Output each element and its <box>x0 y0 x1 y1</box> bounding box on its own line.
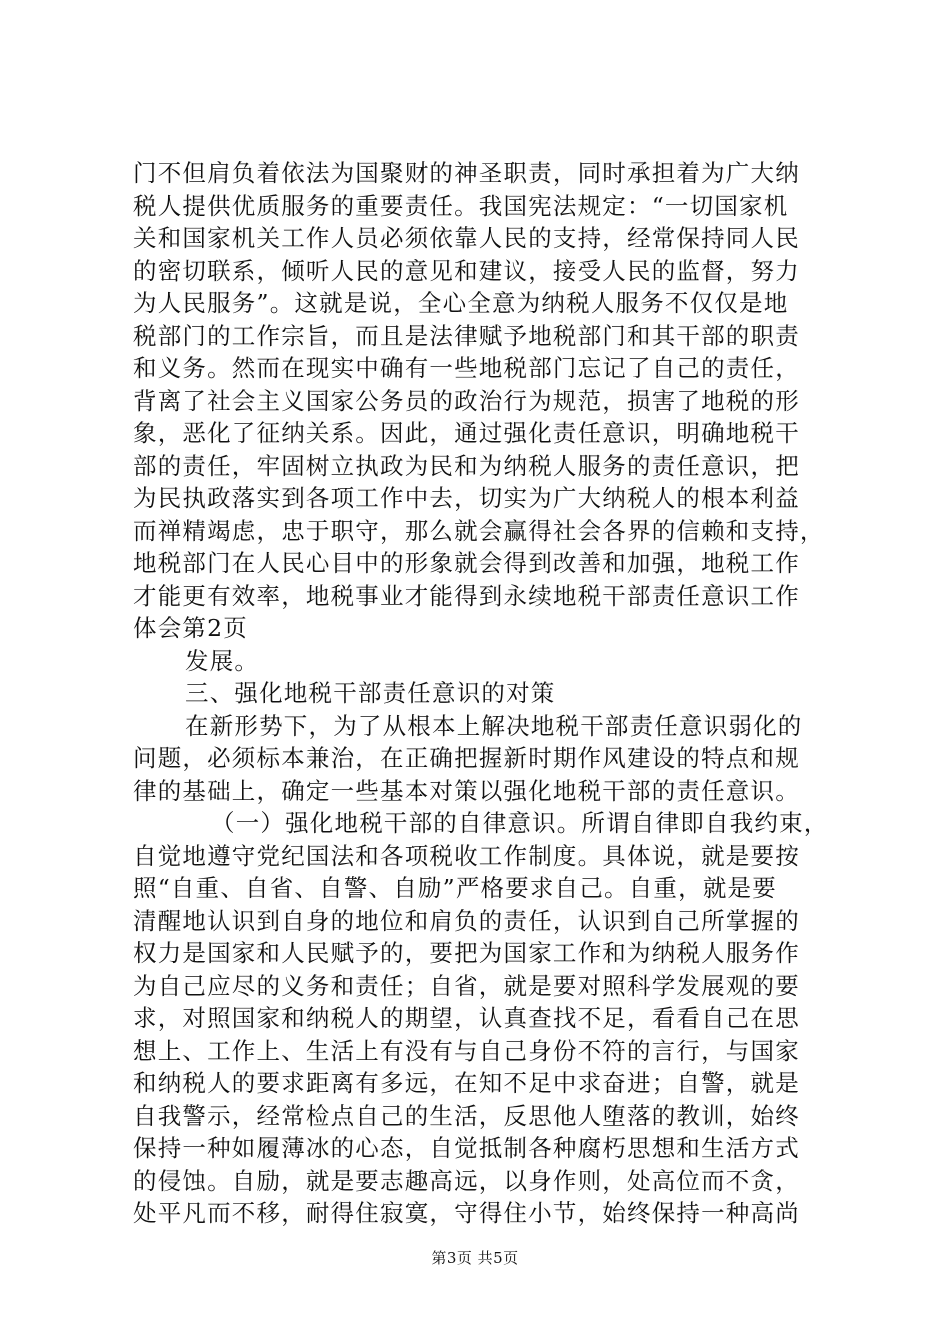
text-line: 部的责任，牢固树立执政为民和为纳税人服务的责任意识，把 <box>133 451 800 480</box>
text-line: 权力是国家和人民赋予的，要把为国家工作和为纳税人服务作 <box>133 939 800 967</box>
text-line: 和纳税人的要求距离有多远，在知不足中求奋进；自警，就是 <box>133 1069 800 1097</box>
text-line: 在新形势下，为了从根本上解决地税干部责任意识弱化的 <box>185 711 803 740</box>
text-line: 照“自重、自省、自警、自励”严格要求自己。自重，就是要 <box>133 874 777 902</box>
text-line: 保持一种如履薄冰的心态，自觉抵制各种腐朽思想和生活方式 <box>133 1134 800 1162</box>
text-line: 自觉地遵守党纪国法和各项税收工作制度。具体说，就是要按 <box>133 841 800 870</box>
text-line: 税人提供优质服务的重要责任。我国宪法规定：“一切国家机 <box>133 191 789 220</box>
text-line: 求，对照国家和纳税人的期望，认真查找不足，看看自己在思 <box>133 1004 800 1032</box>
text-line: 象，恶化了征纳关系。因此，通过强化责任意识，明确地税干 <box>133 419 800 447</box>
text-line: 想上、工作上、生活上有没有与自己身份不符的言行，与国家 <box>133 1036 800 1065</box>
text-line: 和义务。然而在现实中确有一些地税部门忘记了自己的责任， <box>133 354 800 382</box>
text-line: 关和国家机关工作人员必须依靠人民的支持，经常保持同人民 <box>133 224 800 252</box>
text-line: 处平凡而不移，耐得住寂寞，守得住小节，始终保持一种高尚 <box>133 1199 800 1227</box>
text-line: 背离了社会主义国家公务员的政治行为规范，损害了地税的形 <box>133 386 800 415</box>
text-line: 律的基础上，确定一些基本对策以强化地税干部的责任意识。 <box>133 776 800 805</box>
text-line: 为民执政落实到各项工作中去，切实为广大纳税人的根本利益 <box>133 484 800 512</box>
section-heading: 三、强化地税干部责任意识的对策 <box>185 679 556 707</box>
text-line: 清醒地认识到自身的地位和肩负的责任，认识到自己所掌握的 <box>133 906 800 935</box>
text-line: 的侵蚀。自励，就是要志趣高远，以身作则，处高位而不贪， <box>133 1166 800 1195</box>
text-line: 才能更有效率，地税事业才能得到永续地税干部责任意识工作 <box>133 581 800 610</box>
text-line: 为自己应尽的义务和责任；自省，就是要对照科学发展观的要 <box>133 971 800 1000</box>
text-line: 自我警示，经常检点自己的生活，反思他人堕落的教训，始终 <box>133 1101 800 1130</box>
document-body <box>133 157 833 1230</box>
text-line: 地税部门在人民心目中的形象就会得到改善和加强，地税工作 <box>133 549 800 577</box>
text-line: 的密切联系，倾听人民的意见和建议，接受人民的监督，努力 <box>133 256 800 285</box>
text-line: 为人民服务”。这就是说，全心全意为纳税人服务不仅仅是地 <box>133 289 789 317</box>
text-line: 门不但肩负着依法为国聚财的神圣职责，同时承担着为广大纳 <box>133 159 800 187</box>
page-footer: 第3页 共5页 <box>431 1249 519 1267</box>
text-line: 而禅精竭虑，忠于职守，那么就会赢得社会各界的信赖和支持， <box>133 516 825 545</box>
text-line: 发展。 <box>185 646 260 675</box>
text-line: （一）强化地税干部的自律意识。所谓自律即自我约束， <box>211 809 829 837</box>
text-line: 问题，必须标本兼治，在正确把握新时期作风建设的特点和规 <box>133 744 800 772</box>
text-line: 体会第2页 <box>133 614 248 642</box>
text-line: 税部门的工作宗旨，而且是法律赋予地税部门和其干部的职责 <box>133 321 800 350</box>
